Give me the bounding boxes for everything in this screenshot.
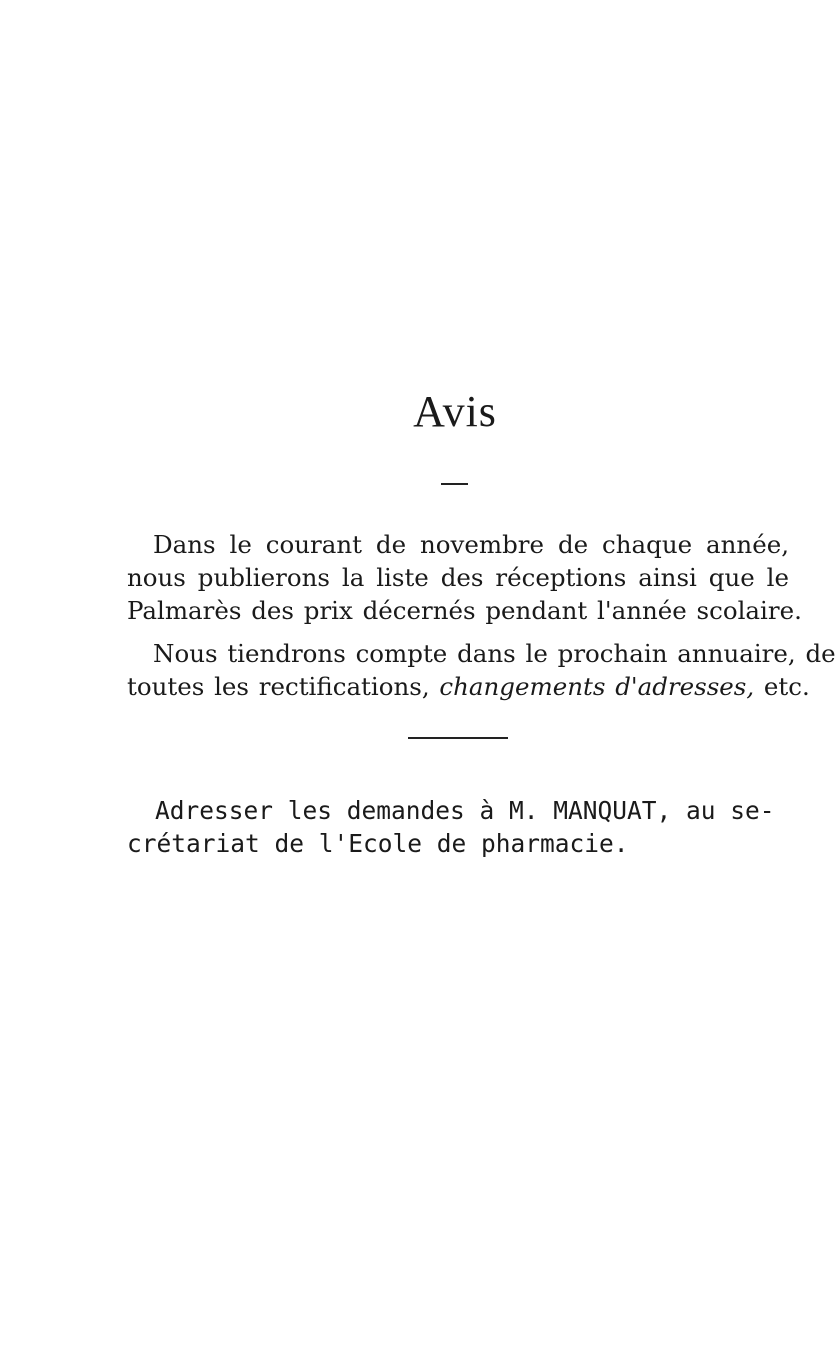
corrections-paragraph [127,637,836,703]
text-line: Nous tiendrons compte dans le prochain annuaire, de [153,639,836,668]
italic-fragment: changements d'adresses, [439,672,755,701]
text-line: nous publierons la liste des réceptions ainsi que le [127,563,789,592]
text-line [127,670,810,703]
page-title: Avis [413,387,497,436]
address-paragraph [127,794,795,860]
notice-paragraph [127,528,802,627]
text-line: Palmarès des prix décernés pendant l'année scolaire. [127,596,802,625]
text-line: Dans le courant de novembre de chaque année, [153,530,789,559]
text-line: crétariat de l'Ecole de pharmacie. [127,829,629,858]
text-fragment: toutes les rectifications, [127,672,440,701]
text-line: Adresser les demandes à M. MANQUAT, au se- [155,796,775,825]
section-divider [408,737,508,739]
text-fragment: etc. [754,672,810,701]
title-divider [441,483,468,485]
